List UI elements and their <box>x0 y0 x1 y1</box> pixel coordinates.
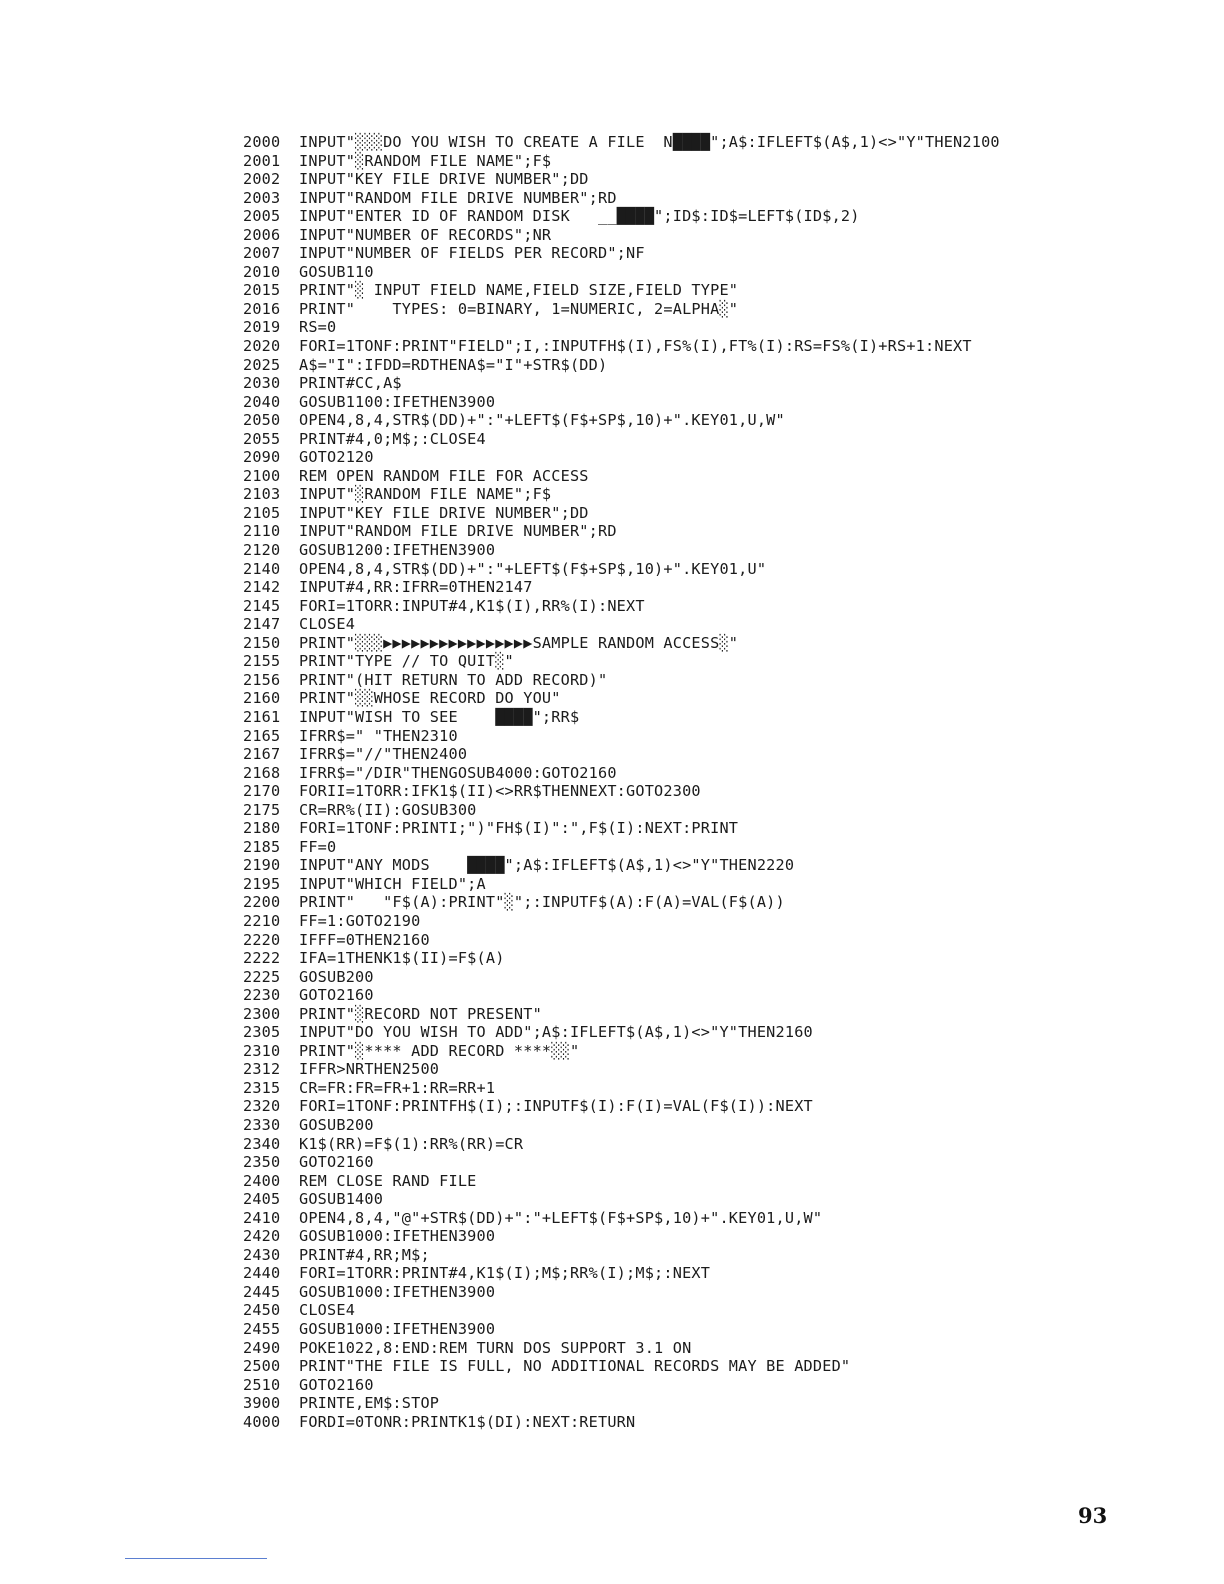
line-code: INPUT"ENTER ID OF RANDOM DISK __████";ID$:ID$=LEFT$(ID$,2) <box>299 207 860 226</box>
line-number: 2180 <box>243 819 281 838</box>
line-code: IFFF=0THEN2160 <box>299 930 430 949</box>
program-line <box>243 634 1000 653</box>
line-code: INPUT"░RANDOM FILE NAME";F$ <box>299 151 552 170</box>
line-number: 2195 <box>243 874 281 893</box>
line-code: GOSUB200 <box>299 967 374 986</box>
program-line <box>243 411 1000 430</box>
program-line <box>243 1227 1000 1246</box>
line-code: INPUT#4,RR:IFRR=0THEN2147 <box>299 578 533 597</box>
program-line <box>243 374 1000 393</box>
line-number: 2000 <box>243 133 281 151</box>
program-line <box>243 448 1000 467</box>
line-code: GOSUB1000:IFETHEN3900 <box>299 1282 496 1301</box>
line-number: 2445 <box>243 1282 281 1301</box>
line-code: IFRR$="/DIR"THENGOSUB4000:GOTO2160 <box>299 763 617 782</box>
program-line <box>243 893 1000 912</box>
program-line <box>243 318 1000 337</box>
line-code: INPUT"NUMBER OF FIELDS PER RECORD";NF <box>299 244 645 263</box>
line-number: 2142 <box>243 578 281 597</box>
line-code: IFA=1THENK1$(II)=F$(A) <box>299 949 505 968</box>
program-line <box>243 152 1000 171</box>
line-code: INPUT"RANDOM FILE DRIVE NUMBER";RD <box>299 188 617 207</box>
program-line <box>243 522 1000 541</box>
line-code: CLOSE4 <box>299 615 356 634</box>
program-line <box>243 931 1000 950</box>
line-number: 2007 <box>243 244 281 263</box>
program-line <box>243 912 1000 931</box>
line-code: PRINT#4,0;M$;:CLOSE4 <box>299 429 486 448</box>
line-number: 2440 <box>243 1264 281 1283</box>
program-line <box>243 615 1000 634</box>
line-code: CR=FR:FR=FR+1:RR=RR+1 <box>299 1078 496 1097</box>
program-line <box>243 1264 1000 1283</box>
line-code: GOSUB200 <box>299 1115 374 1134</box>
program-line <box>243 133 1000 152</box>
footer-rule <box>125 1558 267 1559</box>
line-number: 2147 <box>243 615 281 634</box>
line-number: 2400 <box>243 1171 281 1190</box>
line-code: FORI=1TORR:INPUT#4,K1$(I),RR%(I):NEXT <box>299 596 645 615</box>
line-number: 2350 <box>243 1153 281 1172</box>
program-line <box>243 1413 1000 1432</box>
program-line <box>243 1042 1000 1061</box>
line-number: 2003 <box>243 188 281 207</box>
line-code: IFRR$="//"THEN2400 <box>299 745 468 764</box>
program-line <box>243 1283 1000 1302</box>
line-number: 2002 <box>243 170 281 189</box>
program-line <box>243 1135 1000 1154</box>
line-number: 2010 <box>243 262 281 281</box>
page-number: 93 <box>1078 1503 1108 1528</box>
line-number: 2185 <box>243 837 281 856</box>
program-line <box>243 1079 1000 1098</box>
line-number: 2210 <box>243 911 281 930</box>
line-number: 2167 <box>243 745 281 764</box>
program-line <box>243 1023 1000 1042</box>
line-number: 2175 <box>243 800 281 819</box>
program-line <box>243 708 1000 727</box>
line-code: CLOSE4 <box>299 1301 356 1320</box>
line-code: PRINT#CC,A$ <box>299 374 402 393</box>
line-number: 2170 <box>243 782 281 801</box>
line-code: A$="I":IFDD=RDTHENA$="I"+STR$(DD) <box>299 355 608 374</box>
line-number: 2020 <box>243 337 281 356</box>
line-number: 2490 <box>243 1338 281 1357</box>
line-code: OPEN4,8,4,"@"+STR$(DD)+":"+LEFT$(F$+SP$,10)+".KEY01,U,W" <box>299 1208 823 1227</box>
program-line <box>243 597 1000 616</box>
program-line <box>243 782 1000 801</box>
line-code: PRINT"░░WHOSE RECORD DO YOU" <box>299 689 561 708</box>
line-number: 2168 <box>243 763 281 782</box>
line-code: GOSUB1100:IFETHEN3900 <box>299 392 496 411</box>
program-line <box>243 838 1000 857</box>
line-number: 2161 <box>243 707 281 726</box>
program-line <box>243 207 1000 226</box>
program-line <box>243 170 1000 189</box>
line-number: 2156 <box>243 670 281 689</box>
program-line <box>243 189 1000 208</box>
line-number: 2315 <box>243 1078 281 1097</box>
line-code: IFFR>NRTHEN2500 <box>299 1060 440 1079</box>
line-code: IFRR$=" "THEN2310 <box>299 726 458 745</box>
line-code: FF=0 <box>299 837 337 856</box>
line-code: PRINT" "F$(A):PRINT"░";:INPUTF$(A):F(A)=VAL(F$(A)) <box>299 893 785 912</box>
line-code: PRINT"░░░▶▶▶▶▶▶▶▶▶▶▶▶▶▶▶▶SAMPLE RANDOM ACCESS░" <box>299 633 739 652</box>
line-code: K1$(RR)=F$(1):RR%(RR)=CR <box>299 1134 524 1153</box>
line-code: CR=RR%(II):GOSUB300 <box>299 800 477 819</box>
program-line <box>243 1339 1000 1358</box>
program-line <box>243 1246 1000 1265</box>
program-line <box>243 1005 1000 1024</box>
line-number: 2222 <box>243 949 281 968</box>
line-number: 2430 <box>243 1245 281 1264</box>
program-line <box>243 1394 1000 1413</box>
line-number: 2110 <box>243 522 281 541</box>
line-number: 2040 <box>243 392 281 411</box>
line-code: FORII=1TORR:IFK1$(II)<>RR$THENNEXT:GOTO2300 <box>299 782 701 801</box>
line-code: PRINT"TYPE // TO QUIT░" <box>299 652 514 671</box>
program-line <box>243 875 1000 894</box>
line-number: 2019 <box>243 318 281 337</box>
line-code: GOTO2160 <box>299 1375 374 1394</box>
program-line <box>243 356 1000 375</box>
program-line <box>243 485 1000 504</box>
line-code: GOTO2120 <box>299 448 374 467</box>
line-number: 2006 <box>243 225 281 244</box>
line-code: POKE1022,8:END:REM TURN DOS SUPPORT 3.1 ON <box>299 1338 692 1357</box>
program-line <box>243 430 1000 449</box>
program-line <box>243 560 1000 579</box>
line-code: GOSUB1000:IFETHEN3900 <box>299 1320 496 1338</box>
program-line <box>243 1376 1000 1395</box>
program-line <box>243 1060 1000 1079</box>
line-number: 2330 <box>243 1115 281 1134</box>
line-code: RS=0 <box>299 318 337 337</box>
program-line <box>243 244 1000 263</box>
line-code: INPUT"DO YOU WISH TO ADD";A$:IFLEFT$(A$,1)<>"Y"THEN2160 <box>299 1023 813 1042</box>
line-number: 2225 <box>243 967 281 986</box>
program-line <box>243 1357 1000 1376</box>
line-number: 2220 <box>243 930 281 949</box>
line-number: 2140 <box>243 559 281 578</box>
program-line <box>243 745 1000 764</box>
program-line <box>243 652 1000 671</box>
program-line <box>243 986 1000 1005</box>
program-line <box>243 281 1000 300</box>
line-code: PRINT"(HIT RETURN TO ADD RECORD)" <box>299 670 608 689</box>
line-code: GOTO2160 <box>299 986 374 1005</box>
program-line <box>243 226 1000 245</box>
program-line <box>243 504 1000 523</box>
line-number: 2410 <box>243 1208 281 1227</box>
program-line <box>243 819 1000 838</box>
line-code: FORI=1TORR:PRINT#4,K1$(I);M$;RR%(I);M$;:NEXT <box>299 1264 711 1283</box>
line-code: PRINT"THE FILE IS FULL, NO ADDITIONAL RECORDS MAY BE ADDED" <box>299 1357 851 1376</box>
program-line <box>243 1301 1000 1320</box>
line-number: 2090 <box>243 448 281 467</box>
line-code: INPUT"KEY FILE DRIVE NUMBER";DD <box>299 170 589 189</box>
program-line <box>243 337 1000 356</box>
line-number: 2230 <box>243 986 281 1005</box>
program-line <box>243 1153 1000 1172</box>
line-number: 2190 <box>243 856 281 875</box>
program-line <box>243 1097 1000 1116</box>
program-line <box>243 300 1000 319</box>
line-code: INPUT"░░░DO YOU WISH TO CREATE A FILE N████";A$:IFLEFT$(A$,1)<>"Y"THEN2100 <box>299 133 1000 151</box>
program-line <box>243 949 1000 968</box>
program-line <box>243 689 1000 708</box>
line-number: 2055 <box>243 429 281 448</box>
line-code: PRINT"░ INPUT FIELD NAME,FIELD SIZE,FIELD TYPE" <box>299 281 739 300</box>
line-code: OPEN4,8,4,STR$(DD)+":"+LEFT$(F$+SP$,10)+".KEY01,U,W" <box>299 411 785 430</box>
line-number: 2450 <box>243 1301 281 1320</box>
line-number: 2310 <box>243 1041 281 1060</box>
line-code: FORI=1TONF:PRINT"FIELD";I,:INPUTFH$(I),FS%(I),FT%(I):RS=FS%(I)+RS+1:NEXT <box>299 337 972 356</box>
line-number: 2050 <box>243 411 281 430</box>
line-number: 2500 <box>243 1357 281 1376</box>
line-number: 2340 <box>243 1134 281 1153</box>
program-line <box>243 968 1000 987</box>
line-number: 2300 <box>243 1004 281 1023</box>
line-code: GOSUB1400 <box>299 1190 384 1209</box>
line-number: 2510 <box>243 1375 281 1394</box>
line-number: 2455 <box>243 1320 281 1338</box>
line-code: FORDI=0TONR:PRINTK1$(DI):NEXT:RETURN <box>299 1412 636 1431</box>
program-line <box>243 1320 1000 1339</box>
line-code: INPUT"ANY MODS ████";A$:IFLEFT$(A$,1)<>"Y"THEN2220 <box>299 856 795 875</box>
basic-program-listing <box>243 133 1000 1431</box>
program-line <box>243 856 1000 875</box>
program-line <box>243 1209 1000 1228</box>
program-line <box>243 801 1000 820</box>
program-line <box>243 727 1000 746</box>
line-number: 2120 <box>243 541 281 560</box>
line-number: 4000 <box>243 1412 281 1431</box>
line-number: 2420 <box>243 1227 281 1246</box>
program-line <box>243 467 1000 486</box>
line-code: INPUT"KEY FILE DRIVE NUMBER";DD <box>299 503 589 522</box>
program-line <box>243 1116 1000 1135</box>
program-line <box>243 393 1000 412</box>
line-code: REM CLOSE RAND FILE <box>299 1171 477 1190</box>
line-code: INPUT"NUMBER OF RECORDS";NR <box>299 225 552 244</box>
line-code: PRINT"░**** ADD RECORD ****░░" <box>299 1041 580 1060</box>
line-number: 2005 <box>243 207 281 226</box>
line-number: 2200 <box>243 893 281 912</box>
line-number: 2015 <box>243 281 281 300</box>
line-number: 2312 <box>243 1060 281 1079</box>
line-code: INPUT"RANDOM FILE DRIVE NUMBER";RD <box>299 522 617 541</box>
line-code: FF=1:GOTO2190 <box>299 911 421 930</box>
line-code: PRINTE,EM$:STOP <box>299 1394 440 1413</box>
line-number: 2160 <box>243 689 281 708</box>
line-number: 3900 <box>243 1394 281 1413</box>
line-code: OPEN4,8,4,STR$(DD)+":"+LEFT$(F$+SP$,10)+".KEY01,U" <box>299 559 767 578</box>
line-code: GOTO2160 <box>299 1153 374 1172</box>
line-code: INPUT"░RANDOM FILE NAME";F$ <box>299 485 552 504</box>
line-code: GOSUB1000:IFETHEN3900 <box>299 1227 496 1246</box>
line-number: 2155 <box>243 652 281 671</box>
program-line <box>243 263 1000 282</box>
line-number: 2320 <box>243 1097 281 1116</box>
program-line <box>243 578 1000 597</box>
line-code: PRINT" TYPES: 0=BINARY, 1=NUMERIC, 2=ALPHA░" <box>299 299 739 318</box>
program-line <box>243 1190 1000 1209</box>
line-code: REM OPEN RANDOM FILE FOR ACCESS <box>299 466 589 485</box>
line-code: FORI=1TONF:PRINTI;")"FH$(I)":",F$(I):NEXT:PRINT <box>299 819 739 838</box>
line-number: 2405 <box>243 1190 281 1209</box>
program-line <box>243 671 1000 690</box>
line-number: 2150 <box>243 633 281 652</box>
line-number: 2105 <box>243 503 281 522</box>
line-number: 2016 <box>243 299 281 318</box>
line-number: 2305 <box>243 1023 281 1042</box>
line-number: 2145 <box>243 596 281 615</box>
line-number: 2025 <box>243 355 281 374</box>
line-code: PRINT#4,RR;M$; <box>299 1245 430 1264</box>
line-code: FORI=1TONF:PRINTFH$(I);:INPUTF$(I):F(I)=VAL(F$(I)):NEXT <box>299 1097 813 1116</box>
program-line <box>243 764 1000 783</box>
line-code: INPUT"WHICH FIELD";A <box>299 874 486 893</box>
line-code: GOSUB110 <box>299 262 374 281</box>
line-number: 2165 <box>243 726 281 745</box>
program-line <box>243 541 1000 560</box>
line-number: 2103 <box>243 485 281 504</box>
line-code: GOSUB1200:IFETHEN3900 <box>299 541 496 560</box>
program-line <box>243 1172 1000 1191</box>
line-number: 2100 <box>243 466 281 485</box>
line-number: 2030 <box>243 374 281 393</box>
line-code: PRINT"░RECORD NOT PRESENT" <box>299 1004 542 1023</box>
line-code: INPUT"WISH TO SEE ████";RR$ <box>299 707 580 726</box>
line-number: 2001 <box>243 151 281 170</box>
